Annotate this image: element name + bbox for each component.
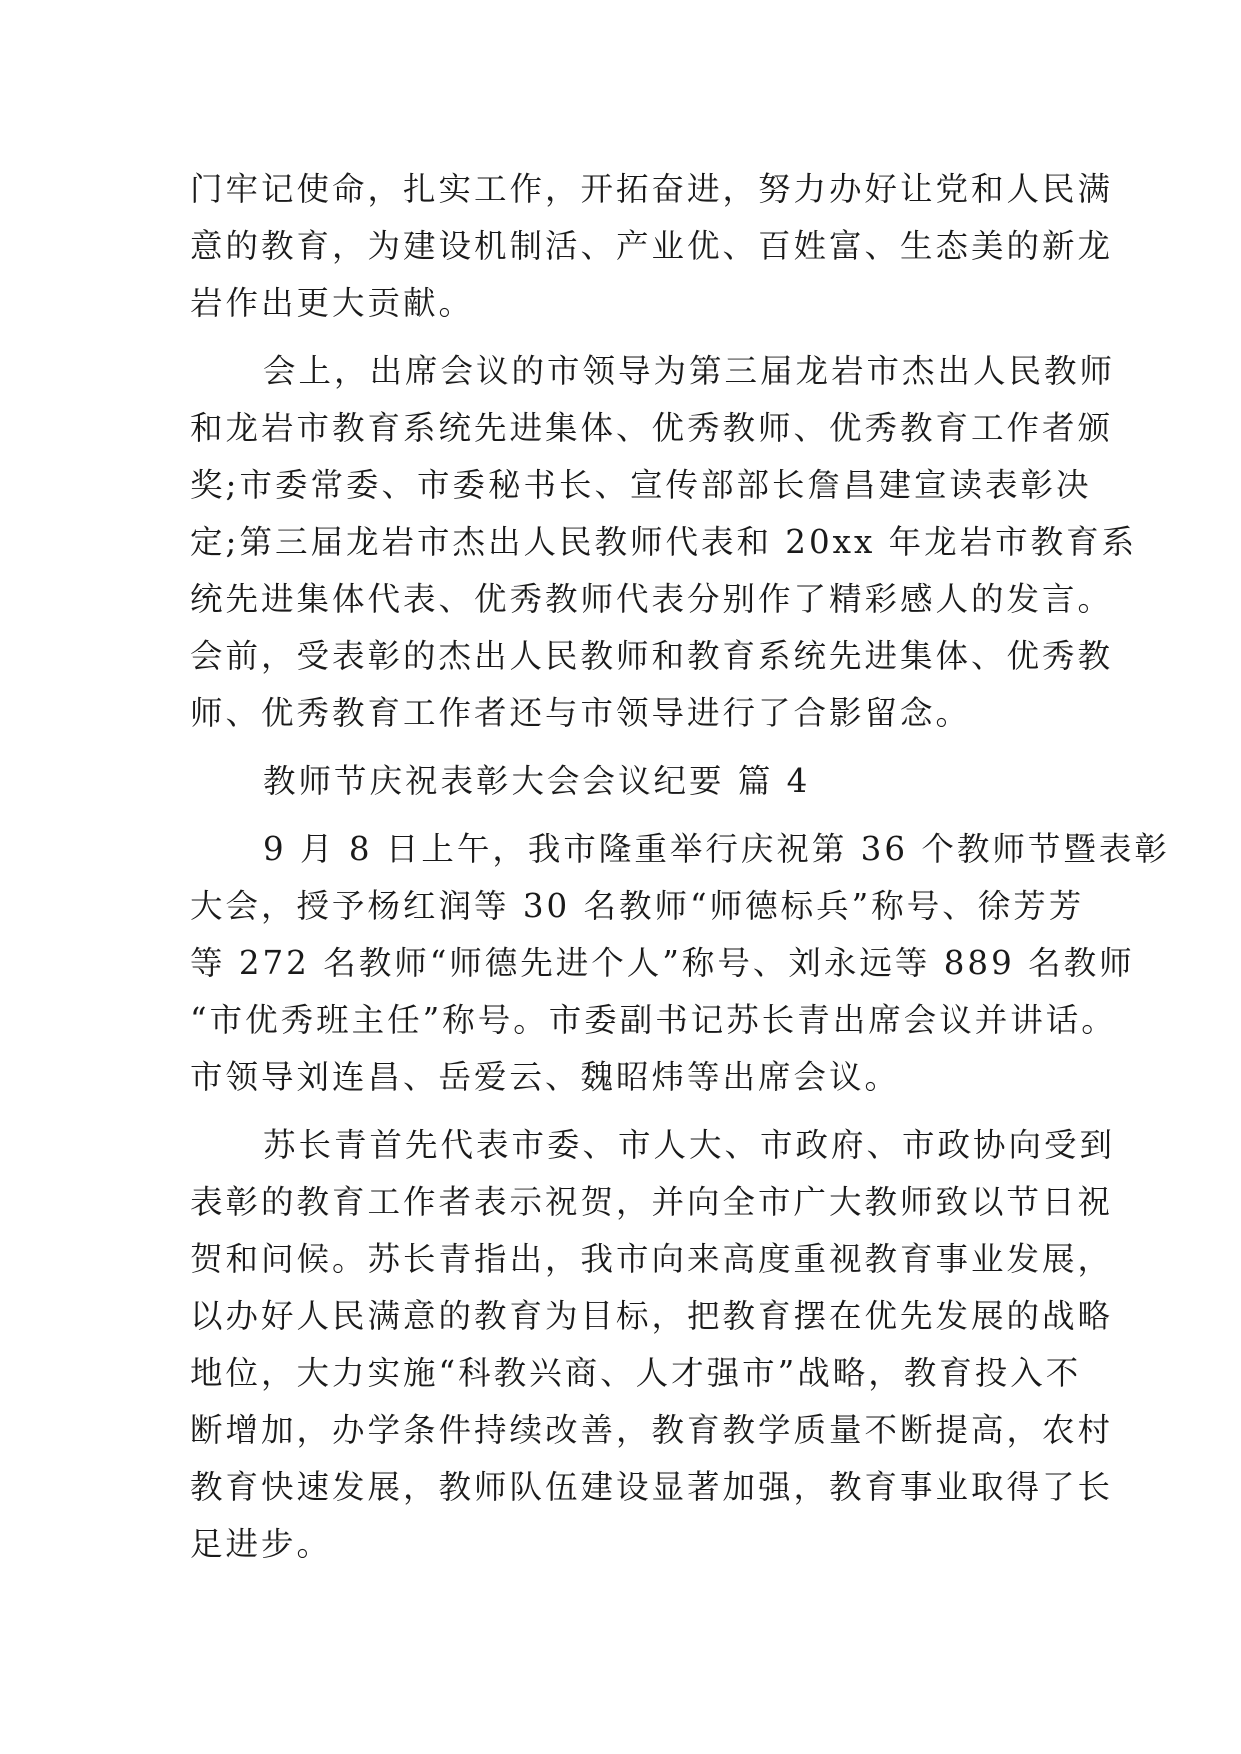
paragraph — [190, 343, 1138, 742]
paragraph — [190, 1117, 1116, 1573]
paragraph — [190, 821, 1170, 1106]
text-line: 地位，大力实施“科教兴商、人才强市”战略，教育投入不 — [190, 1354, 1082, 1392]
text-line: 会上，出席会议的市领导为第三届龙岩市杰出人民教师 — [263, 352, 1116, 390]
text-line: 等 272 名教师“师德先进个人”称号、刘永远等 889 名教师 — [190, 944, 1135, 982]
document-body — [190, 161, 1170, 1573]
section-title: 教师节庆祝表彰大会会议纪要 篇 4 — [263, 762, 811, 800]
text-line: 以办好人民满意的教育为目标，把教育摆在优先发展的战略 — [190, 1297, 1114, 1335]
text-line: 奖;市委常委、市委秘书长、宣传部部长詹昌建宣读表彰决 — [190, 466, 1092, 504]
text-line: 苏长青首先代表市委、市人大、市政府、市政协向受到 — [263, 1126, 1116, 1164]
paragraph — [190, 161, 1114, 332]
text-line: 意的教育，为建设机制活、产业优、百姓富、生态美的新龙 — [190, 227, 1114, 265]
text-line: 足进步。 — [190, 1525, 333, 1563]
text-line: “市优秀班主任”称号。市委副书记苏长青出席会议并讲话。 — [190, 1001, 1117, 1039]
text-line: 和龙岩市教育系统先进集体、优秀教师、优秀教育工作者颁 — [190, 409, 1114, 447]
text-line: 贺和问候。苏长青指出，我市向来高度重视教育事业发展， — [190, 1240, 1114, 1278]
text-line: 市领导刘连昌、岳爱云、魏昭炜等出席会议。 — [190, 1058, 901, 1096]
text-line: 断增加，办学条件持续改善，教育教学质量不断提高，农村 — [190, 1411, 1114, 1449]
text-line: 师、优秀教育工作者还与市领导进行了合影留念。 — [190, 694, 972, 732]
text-line: 统先进集体代表、优秀教师代表分别作了精彩感人的发言。 — [190, 580, 1114, 618]
text-line: 定;第三届龙岩市杰出人民教师代表和 20xx 年龙岩市教育系 — [190, 523, 1138, 561]
text-line: 门牢记使命，扎实工作，开拓奋进，努力办好让党和人民满 — [190, 170, 1114, 208]
text-line: 会前，受表彰的杰出人民教师和教育系统先进集体、优秀教 — [190, 637, 1114, 675]
text-line: 岩作出更大贡献。 — [190, 284, 475, 322]
text-line: 9 月 8 日上午，我市隆重举行庆祝第 36 个教师节暨表彰 — [263, 830, 1170, 868]
text-line: 表彰的教育工作者表示祝贺，并向全市广大教师致以节日祝 — [190, 1183, 1114, 1221]
text-line: 教育快速发展，教师队伍建设显著加强，教育事业取得了长 — [190, 1468, 1114, 1506]
text-line: 大会，授予杨红润等 30 名教师“师德标兵”称号、徐芳芳 — [190, 887, 1085, 925]
